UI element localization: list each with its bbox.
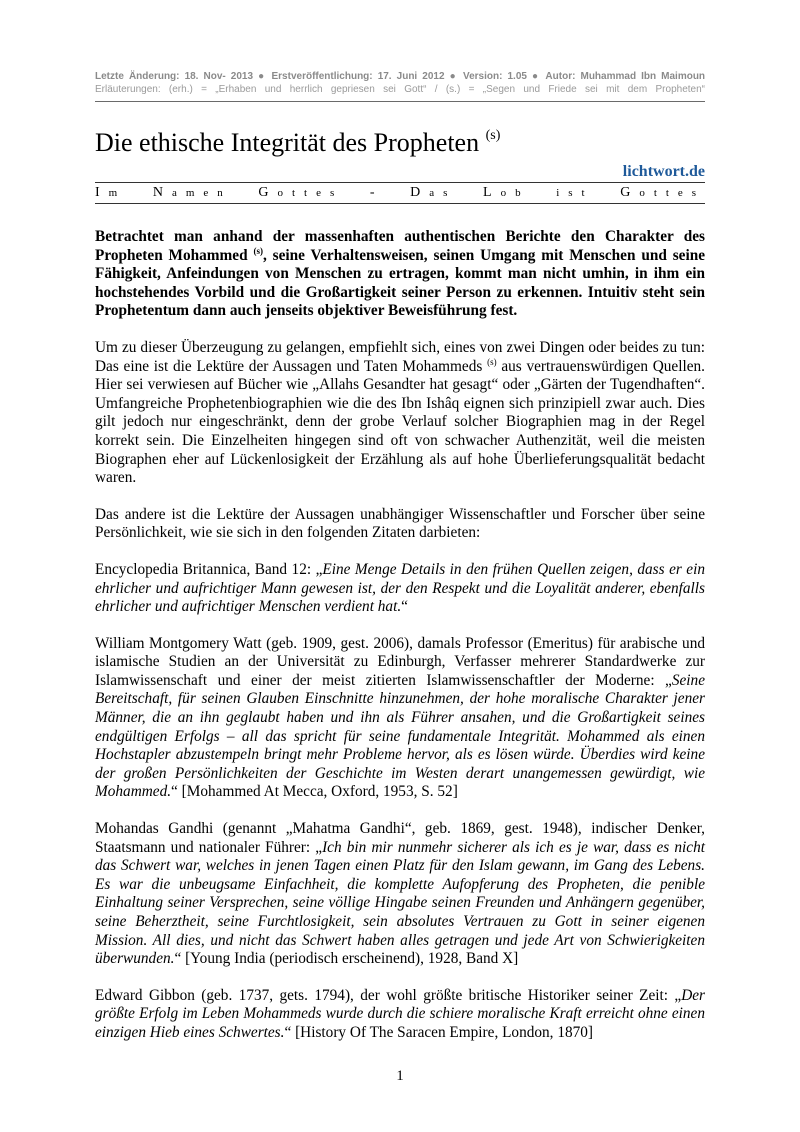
quote-gibbon: Edward Gibbon (geb. 1737, gets. 1794), der wohl größte britische Historiker seiner Zeit: „Der größte Erfolg im Leben Mohammeds wurde durch die schiere moralische Kraft erreicht ohne einen einzigen Hieb eines Schwertes.“ [History Of The Saracen Empire, London, 1870] xyxy=(95,986,705,1041)
label-author: Autor: xyxy=(545,71,576,82)
document-page xyxy=(95,70,705,1043)
motto-line: Im Namen Gottes - Das Lob ist Gottes xyxy=(95,185,706,200)
page-title xyxy=(95,120,705,159)
title-text: Die ethische Integrität des Propheten xyxy=(95,128,480,157)
lead-superscript: (s) xyxy=(253,245,263,256)
meta-line-1 xyxy=(95,70,705,83)
motto-bottom-rule xyxy=(95,203,705,204)
meta-divider xyxy=(95,101,705,102)
meta-line-2: Erläuterungen: (erh.) = „Erhaben und herrlich gepriesen sei Gott“ / (s.) = „Segen und Friede sei mit dem Propheten“ xyxy=(95,84,705,95)
bullet-separator: ● xyxy=(532,71,541,82)
title-superscript: (s) xyxy=(485,128,501,143)
version-number: 1.05 xyxy=(507,71,527,82)
paragraph-1: Um zu dieser Überzeugung zu gelangen, empfiehlt sich, eines von zwei Dingen oder beides zu tun: Das eine ist die Lektüre der Aussagen und Taten Mohammeds $^{(s)}$ aus vertrauenswürdigen Quellen. Hier sei verwiesen auf Bücher wie „Allahs Gesandter hat gesagt“ oder „Gärten der Tugendhaften“. Umfangreiche Prophetenbiographien wie die des Ibn Ishâq eignen sich prinzipiell zwar auch. Dies gilt jedoch nur eingeschränkt, denn der grobe Verlauf solcher Biographien mag in der Regel korrekt sein. Die Einzelheiten hingegen sind oft von schwacher Authenzität, weil die meisten Biographen eher auf Lückenlosigkeit der Erzählung als auf hohe Überlieferungsqualität bedacht waren. xyxy=(95,338,705,487)
paragraph-1-superscript: (s) xyxy=(487,356,497,367)
quote-watt: William Montgomery Watt (geb. 1909, gest. 2006), damals Professor (Emeritus) für arabische und islamische Studien an der Universität zu Edinburgh, Verfasser mehrerer Standardwerke zur Islamwissenschaft und einer der meist zitierten Islamwissenschaftler der Moderne: „Seine Bereitschaft, für seinen Glauben Einschnitte hinzunehmen, der hohe moralische Charakter jener Männer, die an ihn geglaubt haben und ihn als Führer ansahen, und die Großartigkeit seines endgültigen Erfolgs – all das spricht für seine fundamentale Integrität. Mohammed als einen Hochstapler abzustempeln bringt mehr Probleme hervor, als es lösen würde. Überdies wird keine der großen Persönlichkeiten der Geschichte im Westen derart unangemessen gewürdigt, wie Mohammed.“ [Mohammed At Mecca, Oxford, 1953, S. 52] xyxy=(95,634,705,801)
bullet-separator: ● xyxy=(449,71,458,82)
quote-britannica: Encyclopedia Britannica, Band 12: „Eine Menge Details in den frühen Quellen zeigen, dass er ein ehrlicher und aufrichtiger Mann gewesen ist, der den Respekt und die Loyalität anderer, ebenfalls ehrlicher und aufrichtiger Menschen verdient hat.“ xyxy=(95,560,705,616)
first-published-date: 17. Juni 2012 xyxy=(377,71,445,82)
page-number: 1 xyxy=(396,1068,404,1084)
last-changed-date: 18. Nov- 2013 xyxy=(184,71,254,82)
label-version: Version: xyxy=(462,71,503,82)
author-name: Muhammad Ibn Maimoun xyxy=(580,71,706,82)
lead-paragraph: Betrachtet man anhand der massenhaften authentischen Berichte den Charakter des Propheten Mohammed $^{(s)}$, seine Verhaltensweisen, seinen Umgang mit Menschen und seine Fähigkeit, Anfeindungen von Menschen zu ertragen, kommt man nicht umhin, in ihm ein hochstehendes Vorbild und die Großartigkeit seiner Person zu erkennen. Intuitiv steht sein Prophetentum dann auch jenseits objektiver Beweisführung fest. xyxy=(95,228,705,320)
bullet-separator: ● xyxy=(258,71,267,82)
label-last-changed: Letzte Änderung: xyxy=(95,71,180,82)
site-link[interactable]: lichtwort.de xyxy=(622,163,705,180)
quote-gandhi: Mohandas Gandhi (genannt „Mahatma Gandhi“, geb. 1869, gest. 1948), indischer Denker, Staatsmann und nationaler Führer: „Ich bin mir nunmehr sicherer als ich es je war, dass es nicht das Schwert war, welches in jenen Tagen einen Platz für den Islam gewann, im Gang des Lebens. Es war die unbeugsame Einfachheit, die komplette Aufopferung des Propheten, die penible Einhaltung seiner Versprechen, seine völlige Hingabe seinen Freunden und Anhängern gegenüber, seine Beherztheit, seine Furchtlosigkeit, sein absolutes Vertrauen zu Gott in seiner eigenen Mission. All dies, und nicht das Schwert haben alles getragen und jede Art von Schwierigkeiten überwunden.“ [Young India (periodisch erscheinend), 1928, Band X] xyxy=(95,820,705,968)
label-first-published: Erstveröffentlichung: xyxy=(271,71,373,82)
paragraph-2: Das andere ist die Lektüre der Aussagen unabhängiger Wissenschaftler und Forscher über seine Persönlichkeit, wie sie sich in den folgenden Zitaten darbieten: xyxy=(95,505,705,542)
